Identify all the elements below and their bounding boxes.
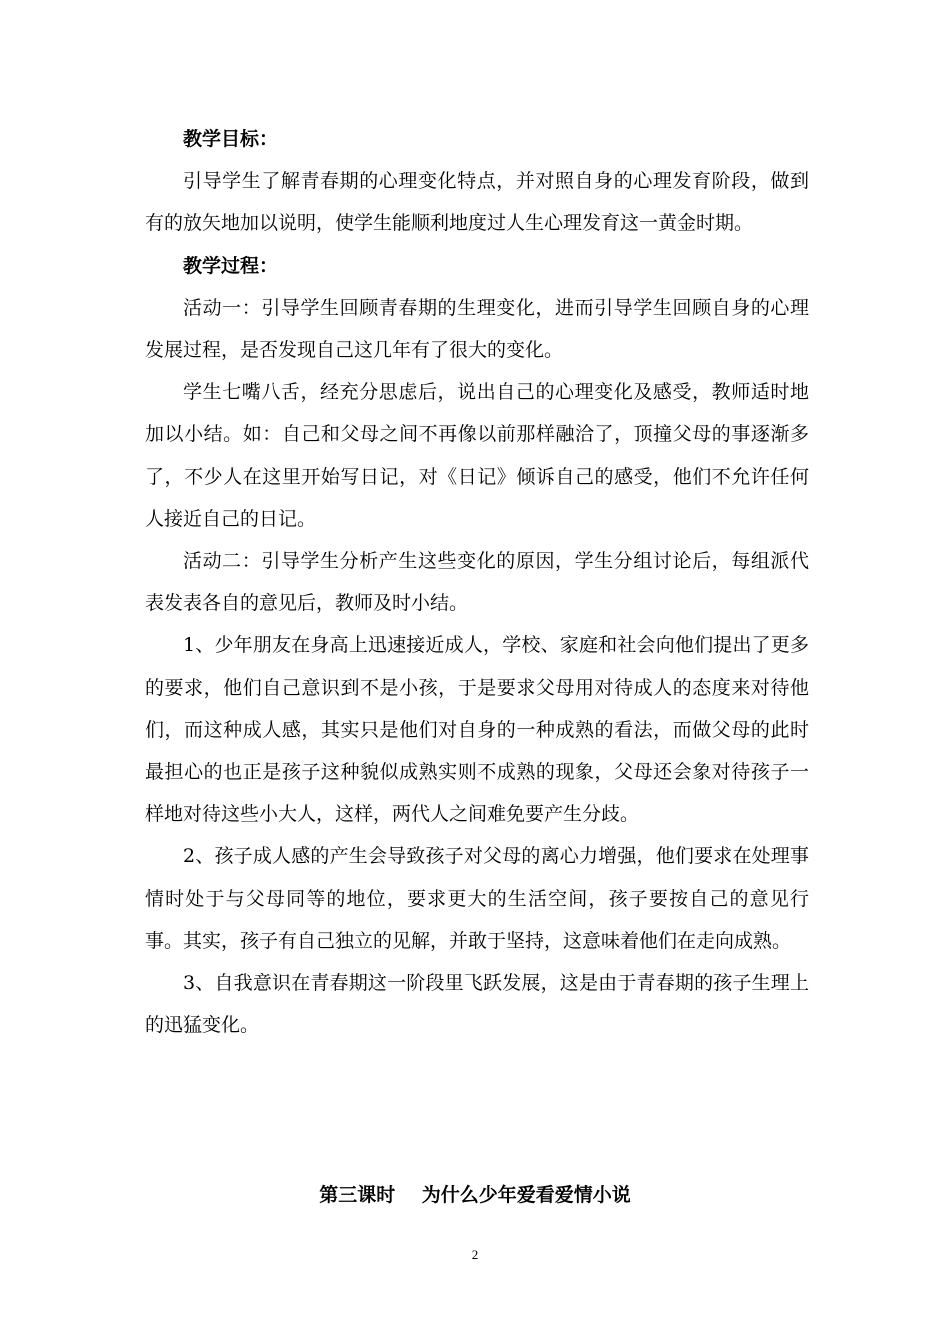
- activity-one-paragraph: 活动一：引导学生回顾青春期的生理变化，进而引导学生回顾自身的心理发展过程，是否发现自己这几年有了很大的变化。: [145, 296, 809, 362]
- page-number: 2: [471, 1247, 479, 1262]
- teaching-process-heading: 教学过程：: [183, 254, 279, 277]
- reason-one-paragraph: 1、少年朋友在身高上迅速接近成人，学校、家庭和社会向他们提出了更多的要求，他们自己意识到不是小孩，于是要求父母用对待成人的态度来对待他们，而这种成人感，其实只是他们对自身的一种成熟的看法，而做父母的此时最担心的也正是孩子这种貌似成熟实则不成熟的现象，父母还会象对待孩子一样地对待这些小大人，这样，两代人之间难免要产生分歧。: [145, 634, 809, 826]
- student-response-paragraph: 学生七嘴八舌，经充分思虑后，说出自己的心理变化及感受，教师适时地加以小结。如：自己和父母之间不再像以前那样融洽了，顶撞父母的事逐渐多了，不少人在这里开始写日记，对《日记》倾诉自己的感受，他们不允许任何人接近自己的日记。: [145, 381, 809, 530]
- activity-two-paragraph: 活动二：引导学生分析产生这些变化的原因，学生分组讨论后，每组派代表发表各自的意见后，教师及时小结。: [145, 550, 809, 615]
- reason-three-paragraph: 3、自我意识在青春期这一阶段里飞跃发展，这是由于青春期的孩子生理上的迅猛变化。: [145, 972, 809, 1037]
- teaching-goals-text: 引导学生了解青春期的心理变化特点，并对照自身的心理发育阶段，做到有的放矢地加以说明，使学生能顺利地度过人生心理发育这一黄金时期。: [145, 170, 809, 235]
- teaching-goals-heading: 教学目标：: [183, 128, 279, 150]
- next-lesson-title: 第三课时 为什么少年爱看爱情小说: [319, 1184, 631, 1206]
- reason-two-paragraph: 2、孩子成人感的产生会导致孩子对父母的离心力增强，他们要求在处理事情时处于与父母同等的地位，要求更大的生活空间，孩子要按自己的意见行事。其实，孩子有自己独立的见解，并敢于坚持，这意味着他们在走向成熟。: [145, 845, 809, 952]
- document-body: [145, 118, 809, 1046]
